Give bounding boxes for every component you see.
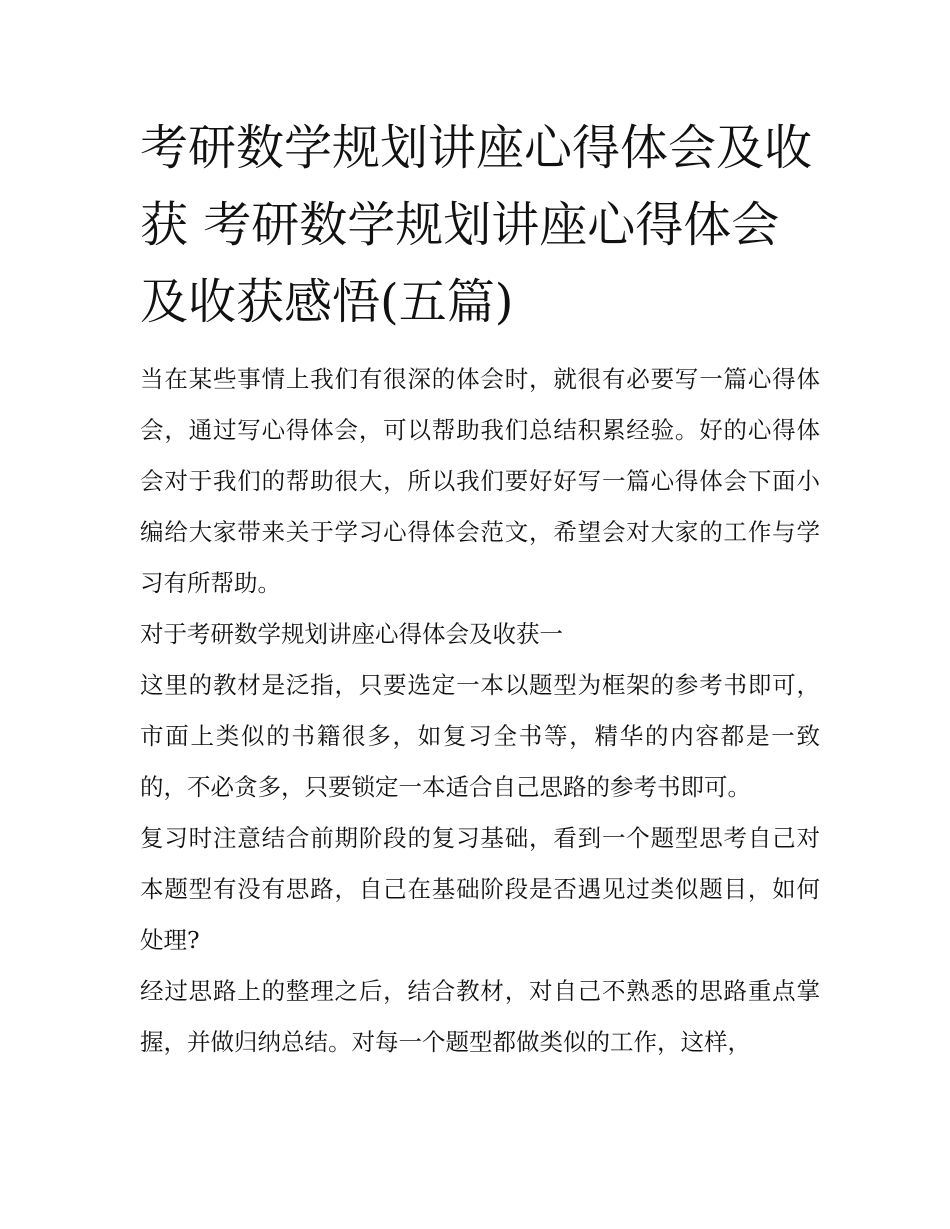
document-body xyxy=(140,354,820,1068)
body-paragraph: 复习时注意结合前期阶段的复习基础，看到一个题型思考自己对本题型有没有思路，自己在基础阶段是否遇见过类似题目，如何处理? xyxy=(140,824,820,954)
body-paragraph: 经过思路上的整理之后，结合教材，对自己不熟悉的思路重点掌握，并做归纳总结。对每一个题型都做类似的工作，这样， xyxy=(140,977,820,1056)
body-paragraph: 这里的教材是泛指，只要选定一本以题型为框架的参考书即可，市面上类似的书籍很多，如复习全书等，精华的内容都是一致的，不必贪多，只要锁定一本适合自己思路的参考书即可。 xyxy=(140,671,820,801)
section-heading: 对于考研数学规划讲座心得体会及收获一 xyxy=(140,620,563,648)
document-title: 考研数学规划讲座心得体会及收获 考研数学规划讲座心得体会及收获感悟(五篇) xyxy=(140,120,813,330)
intro-paragraph: 当在某些事情上我们有很深的体会时，就很有必要写一篇心得体会，通过写心得体会，可以帮助我们总结积累经验。好的心得体会对于我们的帮助很大，所以我们要好好写一篇心得体会下面小编给大家带来关于学习心得体会范文，希望会对大家的工作与学习有所帮助。 xyxy=(140,365,820,597)
